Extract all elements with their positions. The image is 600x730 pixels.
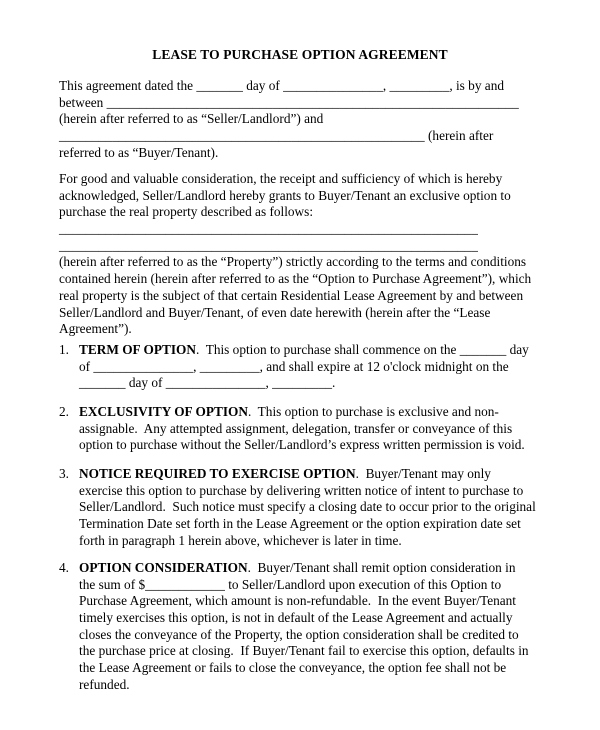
section-first-line: [79, 342, 529, 359]
section-number: 3.: [59, 466, 69, 481]
text-line: contained herein (herein after referred to as the “Option to Purchase Agreement”), which: [59, 271, 532, 287]
text-line: referred to as “Buyer/Tenant).: [59, 144, 219, 160]
section-heading: NOTICE REQUIRED TO EXERCISE OPTION: [79, 466, 356, 481]
text-line: (herein after referred to as “Seller/Landlord”) and: [59, 111, 324, 127]
text-line: real property is the subject of that certain Residential Lease Agreement by and between: [59, 287, 524, 303]
text-line: the sum of $____________ to Seller/Landlord upon execution of this Option to: [79, 576, 502, 592]
section-text: . Buyer/Tenant may only: [355, 466, 491, 481]
text-line: purchase the real property described as follows:: [59, 204, 314, 220]
text-line: _______________________________________________________________: [59, 221, 478, 237]
section-text: . This option to purchase shall commence on the _______ day: [195, 342, 529, 357]
text-line: Termination Date set forth in the Lease Agreement or the option expiration date set: [79, 516, 521, 532]
text-line: option to purchase without the Seller/Landlord’s express written permission is void.: [79, 437, 525, 453]
text-line: For good and valuable consideration, the receipt and sufficiency of which is hereby: [59, 171, 503, 186]
section-heading: TERM OF OPTION: [79, 342, 196, 357]
text-line: of _______________, _________, and shall expire at 12 o'clock midnight on the: [79, 358, 509, 374]
section-option-consideration: [79, 560, 529, 694]
text-line: Seller/Landlord. Such notice must specify a closing date to occur prior to the original: [79, 499, 536, 515]
section-text: . Buyer/Tenant shall remit option consideration in: [247, 560, 516, 575]
text-line: Seller/Landlord and Buyer/Tenant, of even date herewith (herein after the “Lease: [59, 304, 491, 320]
section-exclusivity-of-option: [79, 404, 525, 454]
text-line: assignable. Any attempted assignment, delegation, transfer or conveyance of this: [79, 420, 513, 436]
text-line: _______ day of _______________, _________.: [79, 375, 336, 391]
text-line: refunded.: [79, 676, 130, 692]
section-first-line: [79, 466, 536, 483]
text-line: (herein after referred to as the “Property”) strictly according to the terms and conditions: [59, 254, 527, 270]
section-first-line: [79, 404, 525, 421]
text-line: between ______________________________________________________________: [59, 94, 519, 110]
text-line: exercise this option to purchase by delivering written notice of intent to purchase to: [79, 482, 524, 498]
consideration-paragraph: [59, 171, 531, 338]
text-line: the Lease Agreement or fails to close the conveyance, the option fee shall not be: [79, 660, 507, 676]
section-heading: OPTION CONSIDERATION: [79, 560, 248, 575]
section-text: . This option to purchase is exclusive and non-: [247, 404, 499, 419]
text-line: Agreement”).: [59, 321, 132, 337]
document-title: LEASE TO PURCHASE OPTION AGREEMENT: [152, 47, 448, 62]
section-notice-required: [79, 466, 536, 549]
text-line: Purchase Agreement, which amount is non-refundable. In the event Buyer/Tenant: [79, 593, 516, 609]
text-line: This agreement dated the _______ day of _______________, _________, is by and: [59, 78, 505, 93]
text-line: closes the conveyance of the Property, the option consideration shall be credited to: [79, 626, 519, 642]
text-line: timely exercises this option, is not in default of the Lease Agreement and actually: [79, 610, 513, 626]
section-number: 2.: [59, 404, 69, 419]
section-number: 4.: [59, 560, 69, 575]
section-term-of-option: [79, 342, 529, 392]
text-line: acknowledged, Seller/Landlord hereby grants to Buyer/Tenant an exclusive option to: [59, 187, 511, 203]
text-line: _______________________________________________________________: [59, 237, 478, 253]
text-line: _______________________________________________________ (herein after: [59, 128, 494, 144]
section-heading: EXCLUSIVITY OF OPTION: [79, 404, 248, 419]
text-line: the purchase price at closing. If Buyer/Tenant fail to exercise this option, defaults in: [79, 643, 529, 659]
intro-paragraph: [59, 78, 519, 161]
text-line: forth in paragraph 1 herein above, whichever is later in time.: [79, 532, 402, 548]
section-first-line: [79, 560, 529, 577]
section-number: 1.: [59, 342, 69, 357]
